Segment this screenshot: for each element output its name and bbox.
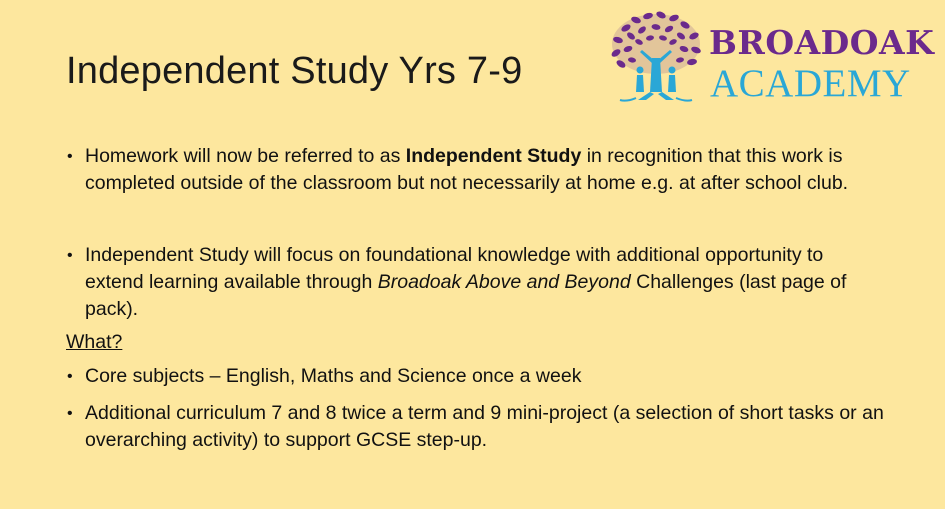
slide-body: [66, 143, 886, 454]
bullet-list-middle: [66, 242, 886, 323]
oak-tree-icon: [606, 8, 706, 104]
bullet-list-bottom: [66, 363, 886, 454]
italic-term-above-and-beyond: Broadoak Above and Beyond: [377, 271, 631, 293]
bold-term-independent-study: Independent Study: [405, 145, 582, 167]
bullet-foundational-knowledge: [66, 242, 886, 323]
bullet-text: in recognition that this work is completed outside of the classroom but not necessarily at home e.g. at after school club.: [85, 145, 849, 194]
broadoak-academy-logo: [606, 8, 936, 104]
bullet-core-subjects: • Core subjects – English, Maths and Science once a week: [66, 363, 886, 390]
bullet-text: Independent Study will focus on foundational knowledge with additional opportunity to extend learning available through: [85, 244, 824, 293]
slide-title: Independent Study Yrs 7-9: [66, 50, 523, 92]
logo-text-broadoak: BROADOAK: [709, 23, 935, 62]
bullet-text: Homework will now be referred to as: [85, 145, 406, 167]
bullet-list-top: [66, 143, 886, 197]
spacer: [66, 197, 886, 242]
what-heading: What?: [66, 331, 123, 353]
bullet-text: Challenges (last page of pack).: [85, 271, 847, 320]
bullet-homework-renamed: [66, 143, 886, 197]
bullet-additional-curriculum: • Additional curriculum 7 and 8 twice a term and 9 mini-project (a selection of short tasks or an overarching activity) to support GCSE step-up.: [66, 400, 886, 454]
logo-text-academy: ACADEMY: [710, 62, 911, 105]
